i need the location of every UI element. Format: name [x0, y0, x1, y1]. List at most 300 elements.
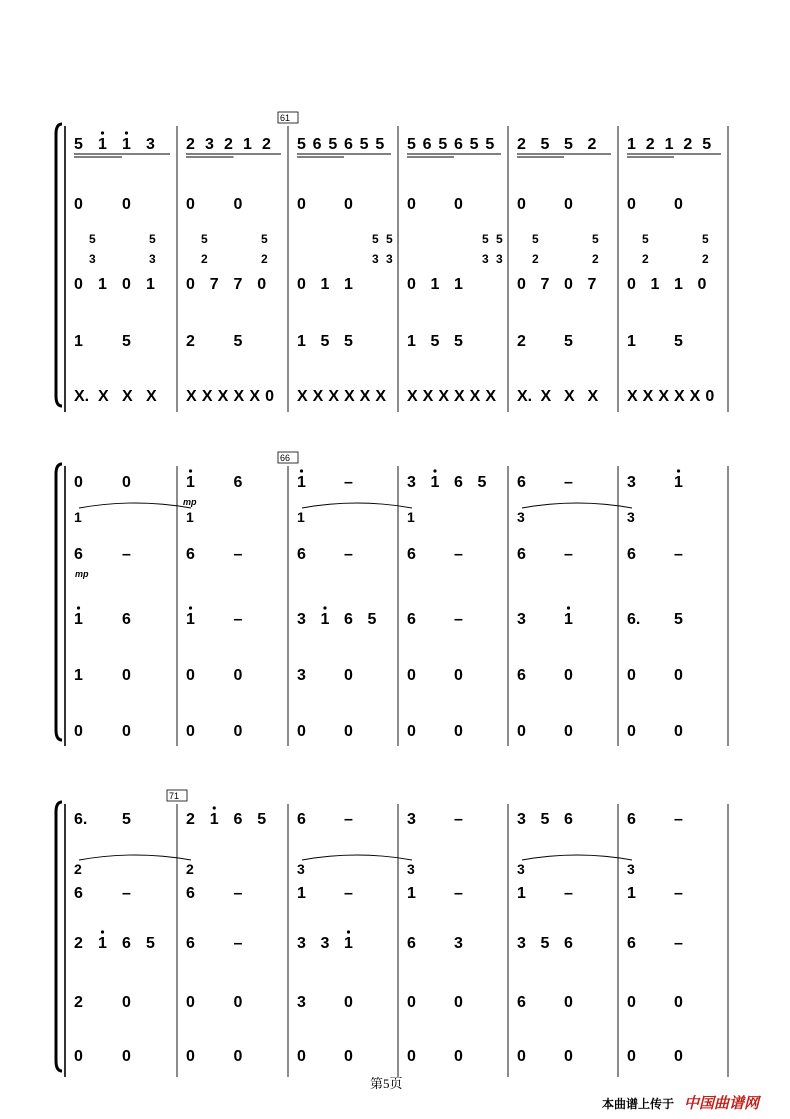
note: 5 [674, 333, 683, 350]
note: 0 [564, 276, 573, 293]
note: – [674, 811, 683, 828]
note: 3 [517, 935, 526, 952]
note: 0 [674, 667, 683, 684]
tie-note: 3 [517, 861, 525, 877]
tie-note: 2 [74, 861, 82, 877]
note: 0 [74, 196, 83, 213]
chord-note: 5 [702, 232, 709, 246]
chord-note: 5 [532, 232, 539, 246]
note: 1 [297, 474, 306, 491]
note: 6 [517, 474, 526, 491]
note: 1 [146, 276, 155, 293]
note: X [627, 388, 638, 405]
tie-note: 3 [517, 509, 525, 525]
chord-note: 5 [642, 232, 649, 246]
chord-note: 3 [482, 252, 489, 266]
note: X [122, 388, 133, 405]
note: 1 [627, 136, 636, 153]
page-number: 第5页 [370, 1076, 403, 1091]
note: 2 [517, 136, 526, 153]
note: 2 [587, 136, 597, 153]
note: 0 [122, 994, 131, 1011]
high-octave-dot [189, 606, 192, 609]
tie-note: 2 [186, 861, 194, 877]
note: X [407, 388, 418, 405]
note: 1 [454, 276, 463, 293]
system-brace [56, 124, 62, 406]
high-octave-dot [77, 606, 80, 609]
note: 1 [430, 276, 440, 293]
note: 0 [344, 1048, 353, 1065]
note: 0 [674, 994, 683, 1011]
note: 0 [627, 1048, 636, 1065]
note: X [587, 388, 599, 405]
note: 0 [186, 1048, 195, 1065]
note: 1 [186, 474, 195, 491]
note: 5 [674, 611, 683, 628]
note: 1 [98, 276, 107, 293]
note: 1 [564, 611, 573, 628]
note: 5 [540, 811, 550, 828]
note: 5 [407, 136, 416, 153]
note: 1 [243, 136, 252, 153]
note: 2 [186, 136, 195, 153]
note: 5 [367, 611, 377, 628]
note: 0 [257, 276, 267, 293]
note: 0 [517, 1048, 526, 1065]
note: 0 [122, 667, 131, 684]
note: 0 [233, 994, 243, 1011]
chord-note: 5 [496, 232, 503, 246]
note: X [674, 388, 685, 405]
high-octave-dot [433, 469, 436, 472]
note: 2 [186, 811, 195, 828]
chord-note: 2 [702, 252, 709, 266]
note: X [540, 388, 552, 405]
note: 1 [344, 935, 353, 952]
note: – [564, 885, 573, 902]
note: 0 [297, 1048, 306, 1065]
tie-note: 1 [74, 509, 82, 525]
rehearsal-number: 61 [280, 113, 291, 123]
note: 6 [627, 811, 636, 828]
note: 1 [664, 136, 674, 153]
note: X [422, 388, 434, 405]
note: 5 [564, 333, 573, 350]
note: – [122, 885, 131, 902]
note: – [344, 811, 353, 828]
note: X [233, 388, 245, 405]
rehearsal-number: 71 [169, 791, 180, 801]
high-octave-dot [677, 469, 680, 472]
chord-note: 5 [201, 232, 208, 246]
note: X [186, 388, 197, 405]
note: 3 [517, 811, 526, 828]
note: – [344, 474, 353, 491]
note: 0 [564, 196, 573, 213]
high-octave-dot [323, 606, 326, 609]
note: 0 [344, 723, 353, 740]
note: 5 [320, 333, 330, 350]
note: 0 [564, 667, 573, 684]
note: 5 [359, 136, 369, 153]
note: 3 [407, 474, 416, 491]
note: 3 [320, 935, 330, 952]
tie-note: 3 [297, 861, 305, 877]
note: X [328, 388, 340, 405]
note: 0 [705, 388, 715, 405]
note: 5 [702, 136, 712, 153]
note: 0 [564, 723, 573, 740]
note: 6 [407, 546, 416, 563]
note: 0 [297, 723, 306, 740]
note: 7 [587, 276, 597, 293]
tie-note: 3 [627, 509, 635, 525]
note: 0 [454, 994, 463, 1011]
note: 0 [627, 723, 636, 740]
note: 1 [74, 667, 83, 684]
note: 6 [233, 474, 243, 491]
note: – [454, 611, 463, 628]
note: 5 [430, 333, 440, 350]
tie-arc [522, 503, 632, 508]
note: 2 [74, 935, 83, 952]
note: 3 [517, 611, 526, 628]
note: 5 [122, 811, 131, 828]
chord-note: 2 [592, 252, 599, 266]
dynamic-mark: mp [183, 497, 197, 507]
note: 0 [674, 723, 683, 740]
note: 5 [485, 136, 495, 153]
note: 6 [344, 611, 353, 628]
chord-note: 5 [89, 232, 96, 246]
note: 0 [186, 667, 195, 684]
tie-note: 3 [627, 861, 635, 877]
note: 0 [407, 994, 416, 1011]
note: X [359, 388, 371, 405]
note: 1 [122, 136, 131, 153]
site-logo: 中国曲谱网 [684, 1095, 760, 1112]
note: 0 [627, 994, 636, 1011]
note: – [122, 546, 131, 563]
tie-arc [522, 855, 632, 860]
note: 0 [122, 276, 131, 293]
note: 3 [297, 667, 306, 684]
chord-note: 5 [149, 232, 156, 246]
note: X [689, 388, 701, 405]
note: 0 [122, 474, 131, 491]
tie-note: 1 [186, 509, 194, 525]
note: 6 [297, 811, 306, 828]
note: – [564, 546, 573, 563]
note: – [674, 935, 683, 952]
note: 1 [320, 276, 330, 293]
note: 0 [454, 667, 463, 684]
note: 1 [297, 333, 306, 350]
note: 0 [233, 723, 243, 740]
note: 5 [257, 811, 267, 828]
note: 0 [297, 276, 306, 293]
tie-note: 1 [407, 509, 415, 525]
high-octave-dot [125, 131, 128, 134]
note: X [146, 388, 157, 405]
note: 5 [74, 136, 83, 153]
note: – [454, 546, 463, 563]
note: 6 [312, 136, 322, 153]
note: 3 [407, 811, 416, 828]
note: – [233, 885, 243, 902]
chord-note: 3 [149, 252, 156, 266]
note: 1 [517, 885, 526, 902]
note: 0 [186, 723, 195, 740]
note: 5 [540, 935, 550, 952]
tie-note: 3 [407, 861, 415, 877]
note: X [564, 388, 575, 405]
note: 6 [517, 546, 526, 563]
note: 0 [564, 994, 573, 1011]
tie-arc [302, 855, 412, 860]
note: X [658, 388, 670, 405]
note: – [344, 885, 353, 902]
note: 3 [205, 136, 214, 153]
high-octave-dot [189, 469, 192, 472]
rehearsal-number: 66 [280, 453, 291, 463]
note: 6 [407, 935, 416, 952]
note: 5 [233, 333, 243, 350]
note: X [297, 388, 308, 405]
note: 0 [517, 723, 526, 740]
note: 0 [627, 667, 636, 684]
chord-note: 3 [386, 252, 393, 266]
note: 3 [146, 136, 155, 153]
note: 3 [297, 935, 306, 952]
note: 0 [186, 994, 195, 1011]
note: 7 [209, 276, 219, 293]
chord-note: 5 [372, 232, 379, 246]
dynamic-mark: mp [75, 569, 89, 579]
note: 0 [122, 723, 131, 740]
note: 6. [627, 611, 641, 628]
note: 0 [697, 276, 707, 293]
note: – [233, 611, 243, 628]
system-brace [56, 802, 62, 1071]
note: 3 [627, 474, 636, 491]
note: 1 [209, 811, 219, 828]
note: X [469, 388, 481, 405]
chord-note: 3 [89, 252, 96, 266]
note: 5 [297, 136, 306, 153]
note: X [438, 388, 450, 405]
note: 6 [233, 811, 243, 828]
note: 0 [674, 196, 683, 213]
note: 1 [674, 276, 683, 293]
note: 0 [674, 1048, 683, 1065]
note: 0 [186, 276, 195, 293]
note: 0 [122, 1048, 131, 1065]
note: 0 [297, 196, 306, 213]
note: 6 [627, 546, 636, 563]
note: 0 [564, 1048, 573, 1065]
note: 1 [430, 474, 440, 491]
note: 6. [74, 811, 88, 828]
note: 3 [297, 611, 306, 628]
note: 5 [438, 136, 448, 153]
note: 6 [627, 935, 636, 952]
note: – [454, 811, 463, 828]
note: 6 [186, 885, 195, 902]
note: 6 [186, 546, 195, 563]
note: 6 [122, 611, 131, 628]
chord-note: 2 [201, 252, 208, 266]
note: 5 [344, 333, 353, 350]
note: 6 [517, 994, 526, 1011]
chord-note: 3 [372, 252, 379, 266]
tie-arc [79, 503, 191, 508]
note: 6 [454, 136, 463, 153]
chord-note: 5 [592, 232, 599, 246]
note: 6 [564, 811, 573, 828]
note: 1 [674, 474, 683, 491]
note: – [674, 546, 683, 563]
note: 0 [517, 196, 526, 213]
note: X [454, 388, 465, 405]
note: X [642, 388, 654, 405]
system-brace [56, 464, 62, 740]
note: 0 [407, 276, 416, 293]
note: – [454, 885, 463, 902]
note: – [233, 546, 243, 563]
note: 0 [74, 723, 83, 740]
note: 5 [564, 136, 573, 153]
high-octave-dot [101, 930, 104, 933]
note: 0 [344, 196, 353, 213]
note: X [485, 388, 497, 405]
note: 0 [186, 196, 195, 213]
note: 0 [627, 276, 636, 293]
note: 2 [683, 136, 693, 153]
note: 1 [407, 333, 416, 350]
note: 6 [74, 885, 83, 902]
high-octave-dot [300, 469, 303, 472]
high-octave-dot [347, 930, 350, 933]
note: 6 [122, 935, 131, 952]
note: 6 [297, 546, 306, 563]
note: 6 [564, 935, 573, 952]
note: 2 [224, 136, 233, 153]
note: 1 [627, 885, 636, 902]
chord-note: 2 [642, 252, 649, 266]
chord-note: 3 [496, 252, 503, 266]
note: 0 [627, 196, 636, 213]
note: 0 [74, 276, 83, 293]
note: X [249, 388, 261, 405]
note: X [375, 388, 387, 405]
note: 3 [297, 994, 306, 1011]
note: – [674, 885, 683, 902]
note: 0 [233, 196, 243, 213]
note: 5 [328, 136, 338, 153]
note: – [564, 474, 573, 491]
note: 7 [540, 276, 550, 293]
tie-arc [79, 855, 191, 860]
note: 2 [186, 333, 195, 350]
note: 6 [422, 136, 432, 153]
note: 0 [517, 276, 526, 293]
note: 6 [407, 611, 416, 628]
note: 1 [98, 935, 107, 952]
note: 0 [74, 1048, 83, 1065]
chord-note: 2 [261, 252, 268, 266]
high-octave-dot [101, 131, 104, 134]
note: 0 [344, 994, 353, 1011]
high-octave-dot [213, 806, 216, 809]
note: 0 [344, 667, 353, 684]
note: 5 [477, 474, 487, 491]
note: 3 [454, 935, 463, 952]
note: 6 [517, 667, 526, 684]
note: 1 [650, 276, 660, 293]
note: 1 [627, 333, 636, 350]
note: 0 [454, 1048, 463, 1065]
note: 6 [186, 935, 195, 952]
note: 0 [407, 723, 416, 740]
note: 7 [233, 276, 243, 293]
note: – [233, 935, 243, 952]
note: 5 [454, 333, 463, 350]
chord-note: 5 [482, 232, 489, 246]
note: 1 [320, 611, 330, 628]
note: 6 [344, 136, 353, 153]
note: 2 [74, 994, 83, 1011]
note: X [217, 388, 229, 405]
note: 0 [74, 474, 83, 491]
note: 0 [233, 1048, 243, 1065]
tie-arc [302, 503, 412, 508]
note: 2 [262, 136, 271, 153]
tie-note: 1 [297, 509, 305, 525]
note: 0 [265, 388, 275, 405]
note: X [312, 388, 324, 405]
chord-note: 2 [532, 252, 539, 266]
note: X. [517, 388, 533, 405]
note: 0 [407, 1048, 416, 1065]
note: 5 [540, 136, 550, 153]
note: 0 [233, 667, 243, 684]
note: 1 [344, 276, 353, 293]
note: 1 [407, 885, 416, 902]
note: 0 [407, 667, 416, 684]
chord-note: 5 [386, 232, 393, 246]
note: X [344, 388, 355, 405]
note: 1 [98, 136, 107, 153]
note: 1 [74, 611, 83, 628]
note: 6 [454, 474, 463, 491]
note: 1 [186, 611, 195, 628]
note: 6 [74, 546, 83, 563]
note: 5 [469, 136, 479, 153]
note: 0 [122, 196, 131, 213]
high-octave-dot [567, 606, 570, 609]
note: 2 [645, 136, 655, 153]
note: 0 [454, 723, 463, 740]
note: 5 [375, 136, 385, 153]
note: 0 [454, 196, 463, 213]
note: X [98, 388, 109, 405]
upload-credit: 本曲谱上传于 [602, 1097, 675, 1111]
chord-note: 5 [261, 232, 268, 246]
note: X [201, 388, 213, 405]
note: – [344, 546, 353, 563]
